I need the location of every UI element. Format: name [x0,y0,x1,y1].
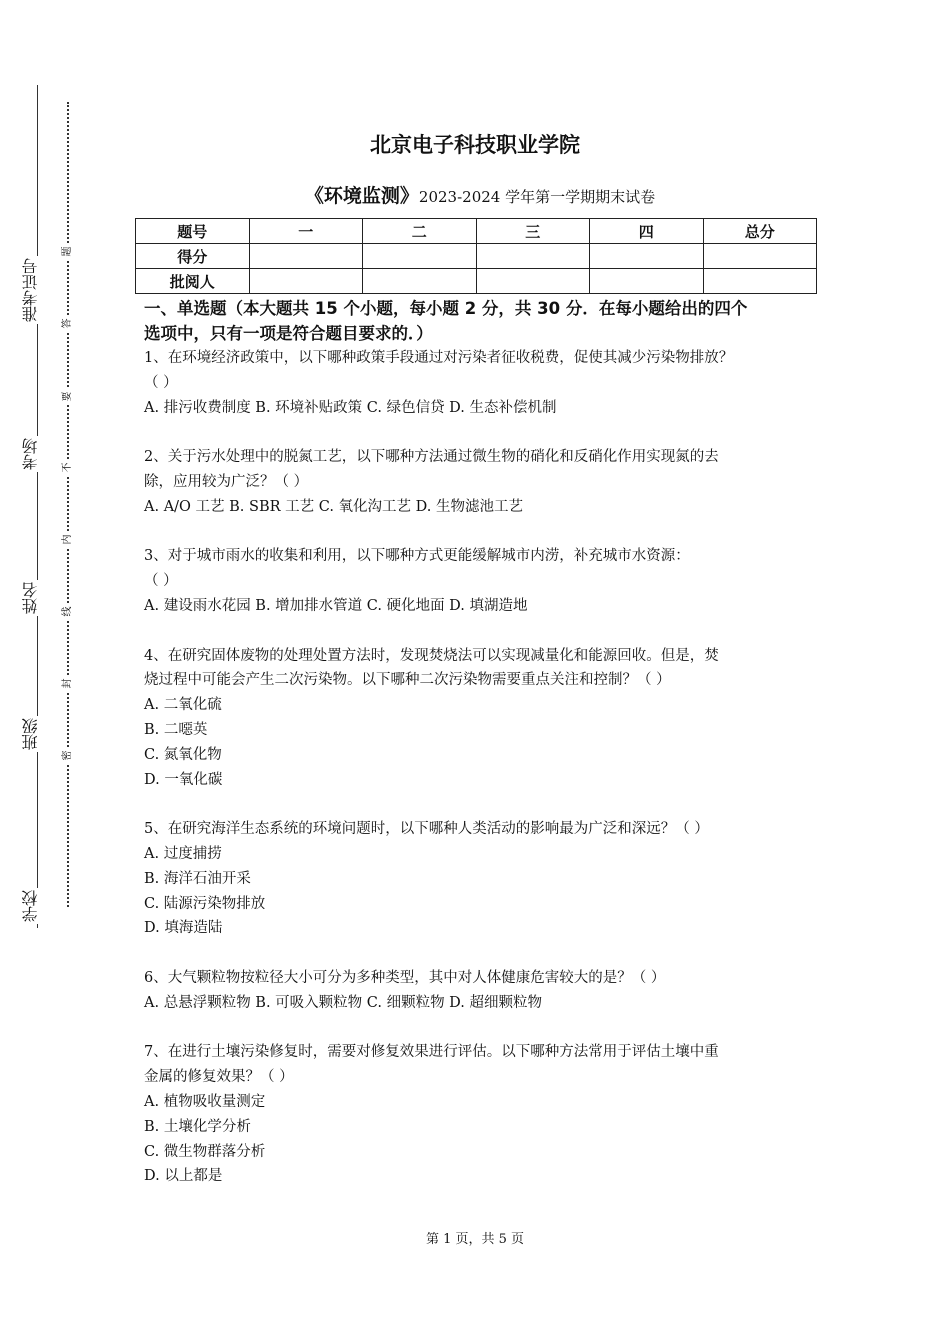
reviewer-cell [249,269,363,294]
question-stem: 4、在研究固体废物的处理处置方法时，发现焚烧法可以实现减量化和能源回收。但是，焚 [144,647,719,664]
question-stem: 2、关于污水处理中的脱氮工艺，以下哪种方法通过微生物的硝化和反硝化作用实现氮的去 [144,449,719,466]
option-a: A. 过度捕捞 [144,845,222,862]
option-a: A. 植物吸收量测定 [144,1093,266,1110]
question-stem: （ ） [144,573,178,590]
score-table-column: 一 [249,219,363,244]
question-stem: 除，应用较为广泛？（ ） [144,473,309,490]
question-options: A. 排污收费制度 B. 环境补贴政策 C. 绿色信贷 D. 生态补偿机制 [144,399,557,416]
question-stem: 3、对于城市雨水的收集和利用，以下哪种方式更能缓解城市内涝，补充城市水资源： [144,548,690,565]
score-table-column: 总分 [703,219,817,244]
option-c: C. 陆源污染物排放 [144,895,266,912]
option-a: A. 二氧化硫 [144,697,222,714]
score-table-score-row [136,244,817,269]
binding-field-exam-id: 准考证号 [20,256,54,324]
score-table-column: 三 [476,219,590,244]
binding-solid-line [37,85,38,928]
option-d: D. 以上都是 [144,1168,223,1185]
score-table-row-label: 得分 [136,244,250,269]
binding-field-name: 姓名 [20,580,54,616]
section-heading-line: 一、单选题（本大题共 15 个小题，每小题 2 分，共 30 分．在每小题给出的四个 [144,299,748,318]
exam-term: 2023-2024 学年第一学期期末试卷 [418,188,656,206]
section-heading [144,296,820,346]
question-stem: 金属的修复效果？（ ） [144,1069,294,1086]
question-stem: 7、在进行土壤污染修复时，需要对修复效果进行评估。以下哪种方法常用于评估土壤中重 [144,1044,719,1061]
course-title: 《环境监测》 [304,185,419,207]
question-1 [144,346,824,420]
school-title: 北京电子科技职业学院 [370,133,580,157]
question-3 [144,544,824,618]
score-cell [363,244,477,269]
option-b: B. 土壤化学分析 [144,1118,251,1135]
score-table-reviewer-row [136,269,817,294]
option-c: C. 微生物群落分析 [144,1143,266,1160]
question-options: A. A/O 工艺 B. SBR 工艺 C. 氧化沟工艺 D. 生物滤池工艺 [144,498,523,515]
seal-char: 要 [60,388,75,405]
score-cell [590,244,704,269]
seal-dotted-line [67,102,69,907]
question-options: A. 总悬浮颗粒物 B. 可吸入颗粒物 C. 细颗粒物 D. 超细颗粒物 [144,994,543,1011]
score-cell [476,244,590,269]
score-table-row-label: 题号 [136,219,250,244]
score-cell [249,244,363,269]
binding-field-school: 学校 [20,888,54,924]
seal-char: 密 [60,747,75,764]
option-b: B. 二噁英 [144,721,208,738]
seal-char: 不 [60,459,75,476]
score-table-header-row [136,219,817,244]
score-table-column: 二 [363,219,477,244]
score-table-column: 四 [590,219,704,244]
question-options: A. 建设雨水花园 B. 增加排水管道 C. 硬化地面 D. 填湖造地 [144,597,528,614]
binding-field-class: 班级 [20,716,54,752]
reviewer-cell [363,269,477,294]
question-7 [144,1040,824,1189]
reviewer-cell [703,269,817,294]
seal-char: 题 [60,243,75,260]
question-list [144,346,824,1214]
section-heading-line: 选项中，只有一项是符合题目要求的．） [144,324,433,343]
question-2 [144,445,824,519]
question-stem: 烧过程中可能会产生二次污染物。以下哪种二次污染物需要重点关注和控制？（ ） [144,672,671,689]
seal-char: 答 [60,315,75,332]
option-c: C. 氮氧化物 [144,746,222,763]
question-stem: 1、在环境经济政策中，以下哪种政策手段通过对污染者征收税费，促使其减少污染物排放？ [144,350,734,366]
option-b: B. 海洋石油开采 [144,870,251,887]
question-4 [144,644,824,793]
question-stem: （ ） [144,374,178,391]
question-stem: 5、在研究海洋生态系统的环境问题时，以下哪种人类活动的影响最为广泛和深远？（ ） [144,821,709,838]
option-d: D. 一氧化碳 [144,771,223,788]
question-6 [144,966,824,1016]
reviewer-cell [476,269,590,294]
question-5 [144,817,824,941]
seal-char: 线 [60,603,75,620]
binding-field-exam-room: 考场 [20,436,54,472]
score-table [135,218,817,294]
score-table-row-label: 批阅人 [136,269,250,294]
seal-char: 封 [60,675,75,692]
question-stem: 6、大气颗粒物按粒径大小可分为多种类型，其中对人体健康危害较大的是？（ ） [144,969,666,986]
exam-title [0,182,950,211]
option-d: D. 填海造陆 [144,920,223,937]
seal-char: 内 [60,531,75,548]
score-cell [703,244,817,269]
page-footer: 第 1 页，共 5 页 [425,1232,525,1247]
reviewer-cell [590,269,704,294]
